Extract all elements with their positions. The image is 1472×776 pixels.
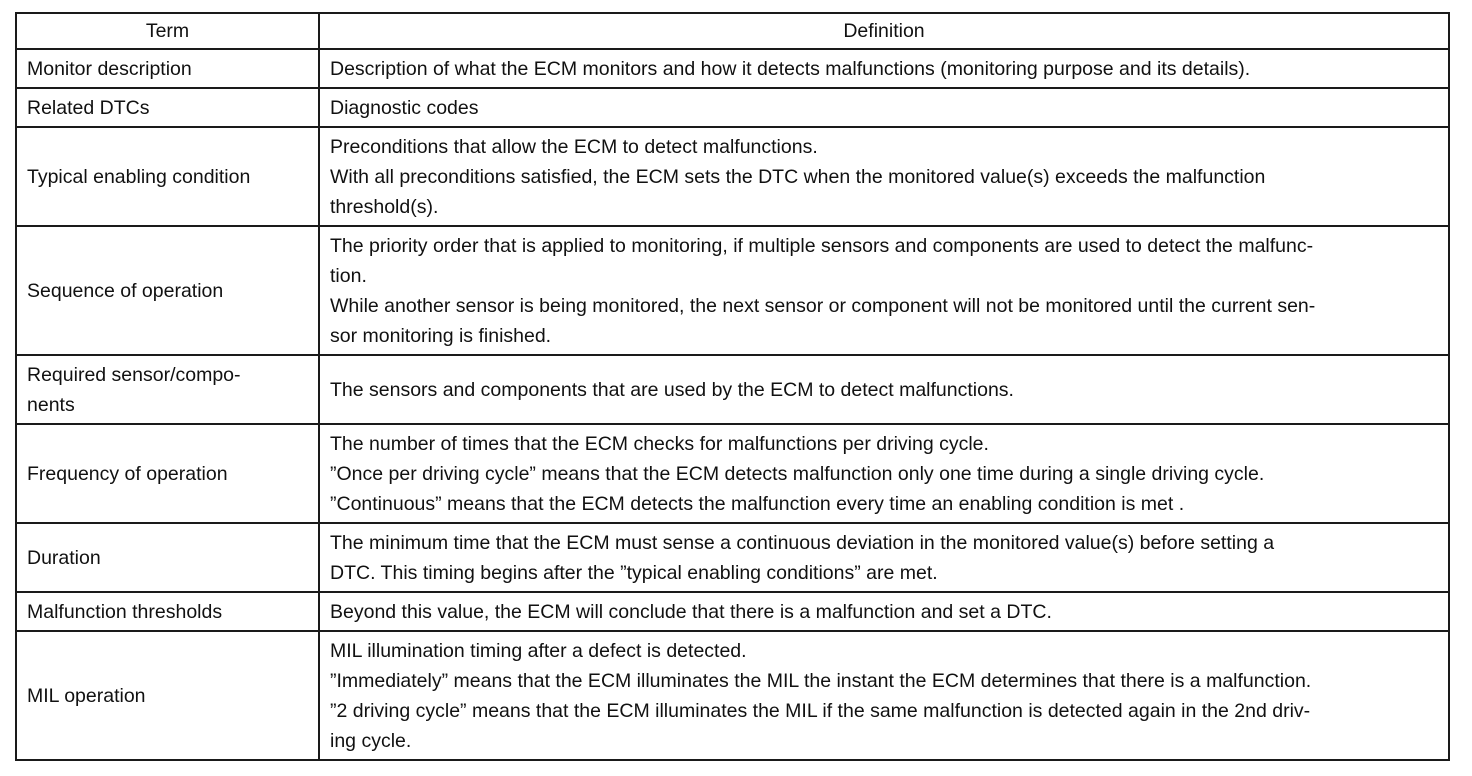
definition-text: Description of what the ECM monitors and how it detects malfunctions (monitoring purpose and its details). [330,57,1251,80]
document-page [15,12,1448,761]
term-cell [16,424,319,523]
table-row [16,49,1449,88]
table-row [16,631,1449,760]
definition-cell [319,226,1449,355]
term-text: Frequency of operation [27,462,228,485]
terms-table [15,12,1450,761]
term-text: Typical enabling condition [27,165,251,188]
term-cell [16,88,319,127]
definition-text: With all preconditions satisfied, the ECM sets the DTC when the monitored value(s) exceeds the malfunction [330,165,1266,188]
definition-text: threshold(s). [330,195,439,218]
header-term: Term [16,13,319,49]
term-text: MIL operation [27,684,146,707]
header-row [16,13,1449,49]
definition-cell [319,127,1449,226]
definition-text: Preconditions that allow the ECM to detect malfunctions. [330,135,818,158]
definition-text: tion. [330,264,367,287]
term-cell [16,631,319,760]
term-cell [16,226,319,355]
term-cell [16,592,319,631]
term-text: Malfunction thresholds [27,600,223,623]
table-row [16,355,1449,424]
term-text: Monitor description [27,57,192,80]
definition-text: The priority order that is applied to monitoring, if multiple sensors and components are used to detect the malfunc- [330,234,1314,257]
definition-text: ”Immediately” means that the ECM illuminates the MIL the instant the ECM determines that there is a malfunction. [330,669,1312,692]
definition-text: ”Continuous” means that the ECM detects the malfunction every time an enabling condition is met . [330,492,1185,515]
term-cell [16,523,319,592]
definition-text: The minimum time that the ECM must sense a continuous deviation in the monitored value(s) before setting a [330,531,1275,554]
definition-cell [319,49,1449,88]
definition-text: DTC. This timing begins after the ”typical enabling conditions” are met. [330,561,938,584]
definition-text: Diagnostic codes [330,96,479,119]
definition-text: ”Once per driving cycle” means that the ECM detects malfunction only one time during a single driving cycle. [330,462,1265,485]
term-text: nents [27,393,75,416]
header-definition: Definition [319,13,1449,49]
definition-cell [319,88,1449,127]
term-cell [16,355,319,424]
table-row [16,523,1449,592]
table-row [16,592,1449,631]
definition-text: sor monitoring is finished. [330,324,552,347]
definition-text: While another sensor is being monitored, the next sensor or component will not be monitored until the current sen- [330,294,1316,317]
table-row [16,226,1449,355]
definition-text: ”2 driving cycle” means that the ECM illuminates the MIL if the same malfunction is detected again in the 2nd driv- [330,699,1311,722]
definition-text: The sensors and components that are used by the ECM to detect malfunctions. [330,378,1014,401]
definition-cell [319,592,1449,631]
definition-cell [319,424,1449,523]
term-text: Related DTCs [27,96,150,119]
definition-text: ing cycle. [330,729,412,752]
definition-text: MIL illumination timing after a defect is detected. [330,639,747,662]
definition-text: The number of times that the ECM checks for malfunctions per driving cycle. [330,432,989,455]
term-cell [16,127,319,226]
term-text: Duration [27,546,101,569]
table-row [16,424,1449,523]
term-text: Sequence of operation [27,279,224,302]
definition-cell [319,523,1449,592]
term-cell [16,49,319,88]
term-text: Required sensor/compo- [27,363,241,386]
table-row [16,88,1449,127]
definition-cell [319,631,1449,760]
definition-text: Beyond this value, the ECM will conclude that there is a malfunction and set a DTC. [330,600,1052,623]
table-row [16,127,1449,226]
definition-cell [319,355,1449,424]
